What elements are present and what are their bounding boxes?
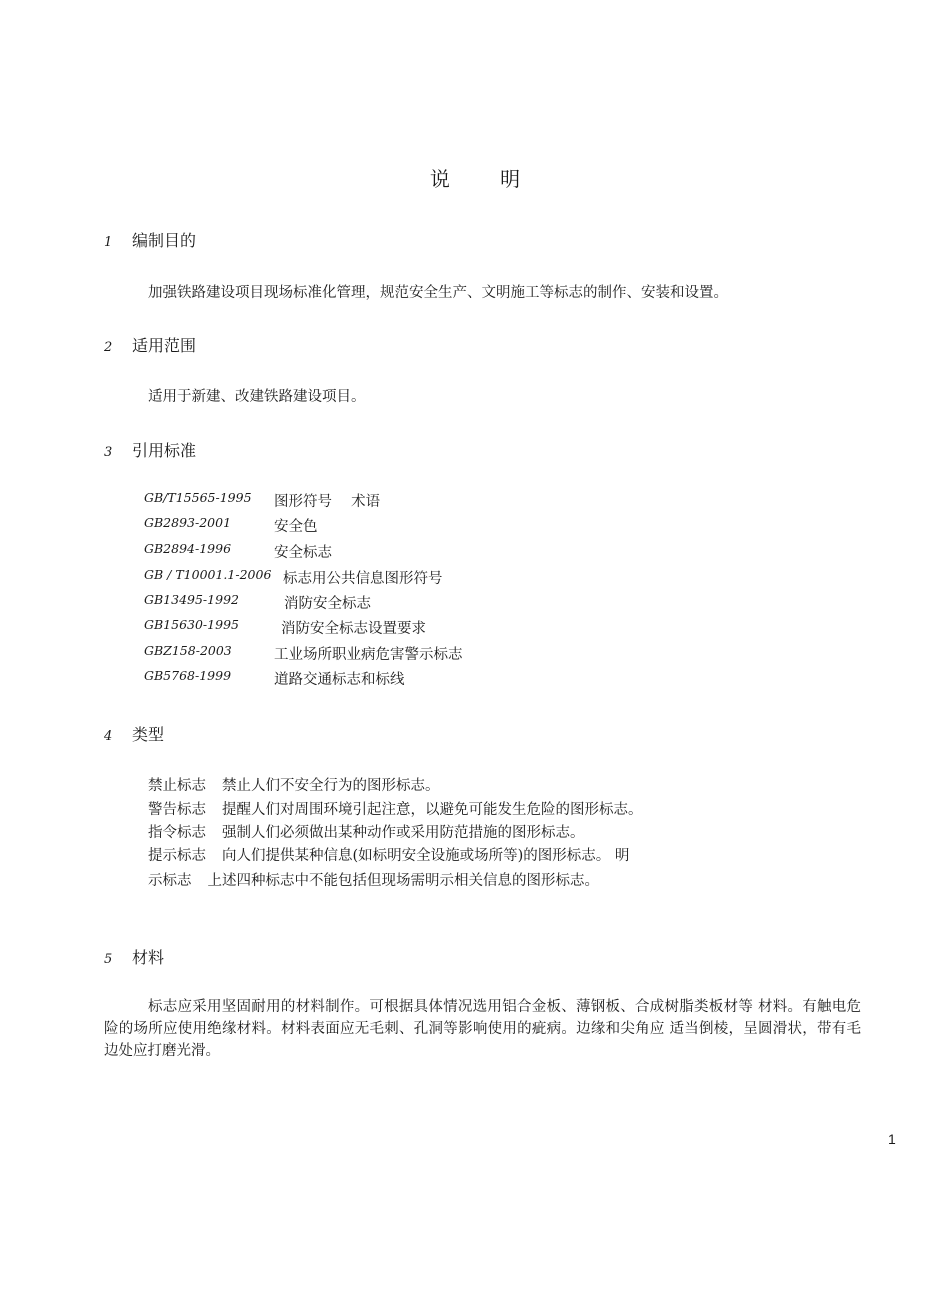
standard-row <box>144 643 463 663</box>
standard-code: GB/T15565-1995 <box>144 490 252 505</box>
standard-code: GB2893-2001 <box>144 515 232 530</box>
section-title: 类型 <box>132 725 165 744</box>
type-row <box>148 844 629 865</box>
type-row <box>148 869 599 890</box>
standard-name: 标志用公共信息图形符号 <box>283 571 443 587</box>
standard-name: 消防安全标志设置要求 <box>281 621 426 637</box>
type-row <box>148 821 585 842</box>
section-number: 1 <box>104 235 113 250</box>
standard-code: GB15630-1995 <box>144 617 239 632</box>
type-desc: 强制人们必须做出某种动作或采用防范措施的图形标志。 <box>222 825 585 841</box>
standard-row <box>144 515 318 535</box>
type-row <box>148 798 643 819</box>
standard-row <box>144 592 371 612</box>
section-5-body: 标志应采用坚固耐用的材料制作。可根据具体情况选用铝合金板、薄钢板、合成树脂类板材等 材料。有触电危险的场所应使用绝缘材料。材料表面应无毛刺、孔洞等影响使用的疵病。边缘和尖角应 适当倒棱，呈圆滑状，带有毛边处应打磨光滑。 <box>104 999 861 1059</box>
standard-name: 安全标志 <box>274 545 332 561</box>
standard-code: GBZ158-2003 <box>144 643 232 658</box>
section-2-body: 适用于新建、改建铁路建设项目。 <box>148 389 366 405</box>
type-label: 指令标志 <box>148 825 206 841</box>
page-number: 1 <box>888 1131 896 1147</box>
type-label: 警告标志 <box>148 802 206 818</box>
section-number: 3 <box>104 445 113 460</box>
section-number: 2 <box>104 340 113 355</box>
section-number: 4 <box>104 729 113 744</box>
section-title: 材料 <box>132 948 165 967</box>
type-desc: 向人们提供某种信息(如标明安全设施或场所等)的图形标志。 明 <box>222 848 630 864</box>
standard-row <box>144 668 405 688</box>
standard-code: GB / T10001.1-2006 <box>144 567 272 582</box>
section-1-body: 加强铁路建设项目现场标准化管理，规范安全生产、文明施工等标志的制作、安装和设置。 <box>148 285 728 301</box>
type-label: 示标志 <box>148 873 192 889</box>
page-title: 说 明 <box>429 167 543 191</box>
type-desc: 上述四种标志中不能包括但现场需明示相关信息的图形标志。 <box>207 873 599 889</box>
type-desc: 提醒人们对周围环境引起注意，以避免可能发生危险的图形标志。 <box>222 802 643 818</box>
standard-row <box>144 567 443 587</box>
section-number: 5 <box>104 952 113 967</box>
standard-name: 工业场所职业病危害警示标志 <box>274 647 463 663</box>
type-desc: 禁止人们不安全行为的图形标志。 <box>222 778 440 794</box>
type-row <box>148 774 440 795</box>
section-3-heading <box>104 438 196 461</box>
section-title: 引用标准 <box>132 441 197 460</box>
type-label: 提示标志 <box>148 848 206 864</box>
type-label: 禁止标志 <box>148 778 206 794</box>
standard-code: GB5768-1999 <box>144 668 232 683</box>
standard-row <box>144 617 426 637</box>
standard-name: 道路交通标志和标线 <box>274 672 405 688</box>
standard-row <box>144 490 381 510</box>
section-2-heading <box>104 333 196 356</box>
section-title: 适用范围 <box>132 336 197 355</box>
section-1-heading <box>104 228 196 251</box>
section-4-heading <box>104 722 164 745</box>
standard-name: 安全色 <box>274 519 318 535</box>
standard-name: 消防安全标志 <box>284 596 371 612</box>
standard-name: 图形符号 术语 <box>274 494 381 510</box>
standard-row <box>144 541 332 561</box>
standard-code: GB13495-1992 <box>144 592 239 607</box>
standard-code: GB2894-1996 <box>144 541 232 556</box>
section-5-heading <box>104 945 164 968</box>
section-title: 编制目的 <box>132 231 197 250</box>
